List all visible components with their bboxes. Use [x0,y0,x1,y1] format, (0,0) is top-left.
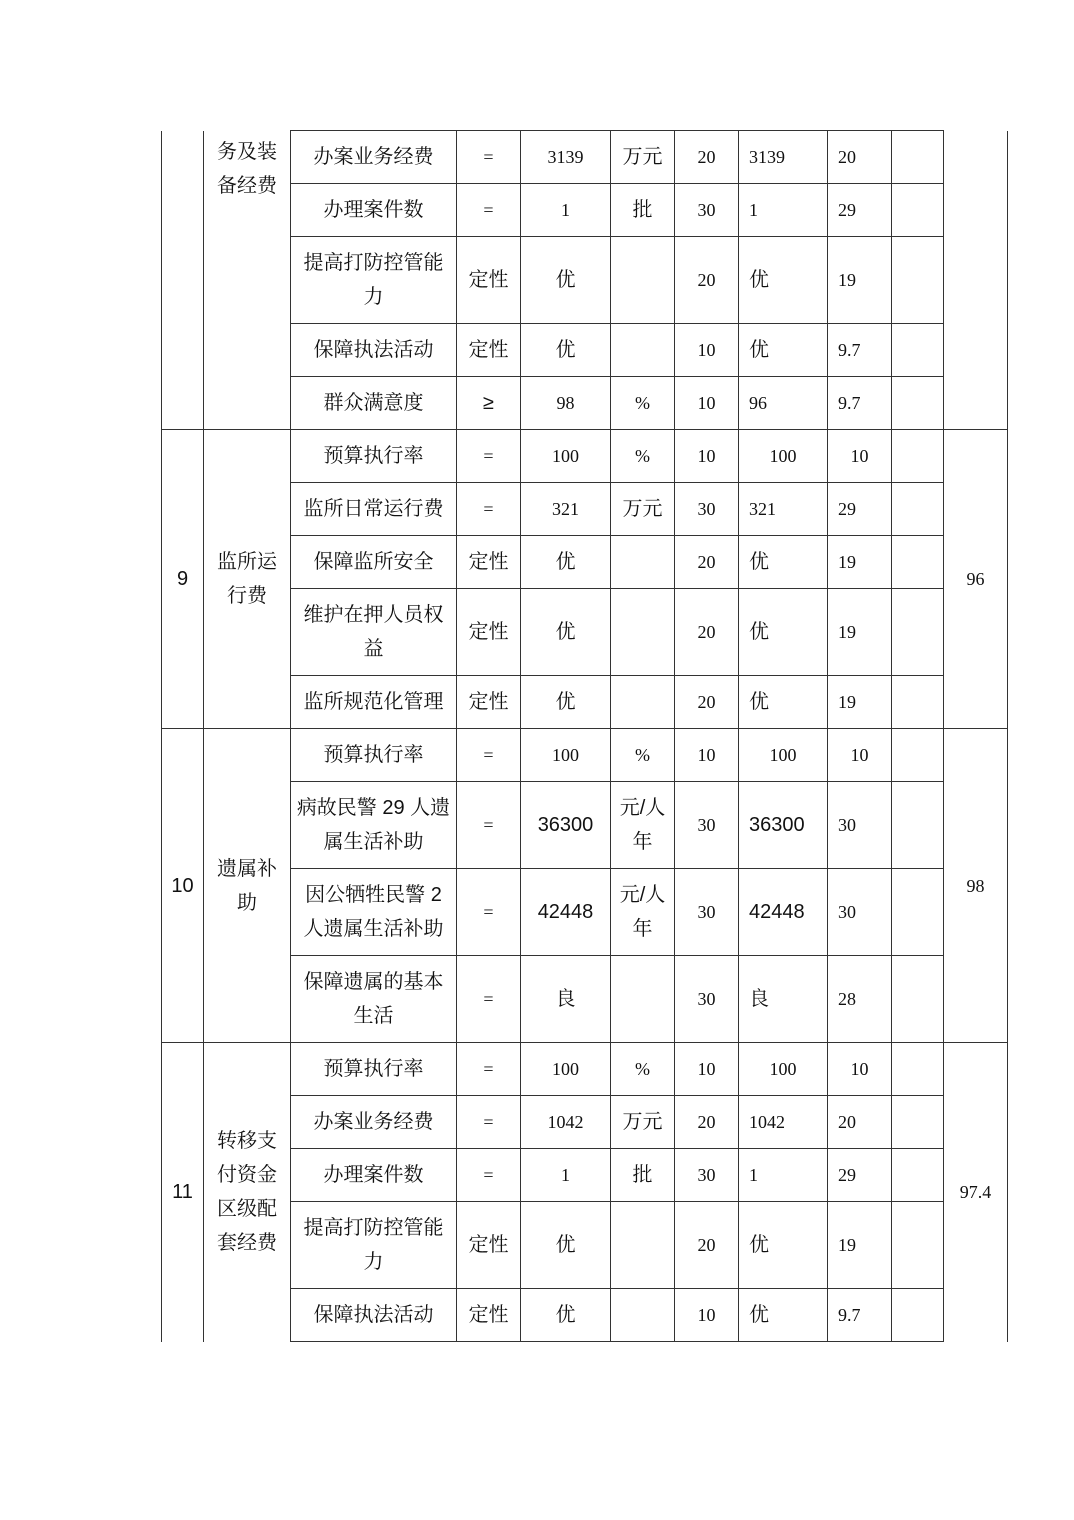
score-cell: 9.7 [828,1289,892,1342]
indicator-cell: 群众满意度 [291,377,457,430]
unit-cell [611,1289,675,1342]
total-score-cell [944,131,1008,430]
project-name-cell: 监所运行费 [204,430,291,729]
actual-cell: 1042 [739,1096,828,1149]
weight-cell: 30 [675,483,739,536]
target-cell: 优 [521,237,611,324]
actual-cell: 100 [739,1043,828,1096]
unit-cell: 元/人年 [611,782,675,869]
target-cell: 优 [521,324,611,377]
target-cell: 100 [521,430,611,483]
score-cell: 29 [828,1149,892,1202]
target-cell: 优 [521,589,611,676]
row-seq-cell: 9 [162,430,204,729]
indicator-cell: 办理案件数 [291,184,457,237]
score-cell: 29 [828,483,892,536]
score-cell: 10 [828,1043,892,1096]
indicator-cell: 监所规范化管理 [291,676,457,729]
operator-cell: = [457,184,521,237]
actual-cell: 100 [739,729,828,782]
note-cell [892,676,944,729]
actual-cell: 42448 [739,869,828,956]
indicator-cell: 因公牺牲民警 2 人遗属生活补助 [291,869,457,956]
actual-cell: 3139 [739,131,828,184]
unit-cell [611,324,675,377]
score-cell: 19 [828,676,892,729]
project-name-cell: 遗属补助 [204,729,291,1043]
indicator-cell: 维护在押人员权益 [291,589,457,676]
note-cell [892,1149,944,1202]
operator-cell: = [457,483,521,536]
operator-cell: 定性 [457,324,521,377]
target-cell: 良 [521,956,611,1043]
indicator-cell: 预算执行率 [291,729,457,782]
operator-cell: 定性 [457,676,521,729]
unit-cell: 元/人年 [611,869,675,956]
actual-cell: 优 [739,1289,828,1342]
note-cell [892,1043,944,1096]
score-cell: 10 [828,729,892,782]
unit-cell [611,536,675,589]
note-cell [892,1096,944,1149]
weight-cell: 10 [675,1289,739,1342]
indicator-cell: 提高打防控管能力 [291,1202,457,1289]
unit-cell: % [611,1043,675,1096]
unit-cell [611,237,675,324]
target-cell: 321 [521,483,611,536]
unit-cell: % [611,430,675,483]
weight-cell: 10 [675,377,739,430]
indicator-cell: 保障遗属的基本生活 [291,956,457,1043]
unit-cell [611,676,675,729]
unit-cell: % [611,377,675,430]
actual-cell: 优 [739,1202,828,1289]
target-cell: 42448 [521,869,611,956]
operator-cell: = [457,131,521,184]
actual-cell: 优 [739,536,828,589]
weight-cell: 20 [675,676,739,729]
operator-cell: 定性 [457,1289,521,1342]
indicator-cell: 保障执法活动 [291,1289,457,1342]
target-cell: 优 [521,676,611,729]
weight-cell: 20 [675,589,739,676]
weight-cell: 30 [675,956,739,1043]
weight-cell: 20 [675,131,739,184]
weight-cell: 20 [675,1202,739,1289]
table-row [162,729,1008,782]
target-cell: 98 [521,377,611,430]
table-row [162,1043,1008,1096]
indicator-cell: 预算执行率 [291,1043,457,1096]
total-score-cell: 96 [944,430,1008,729]
unit-cell [611,1202,675,1289]
operator-cell: = [457,1043,521,1096]
target-cell: 优 [521,1289,611,1342]
target-cell: 优 [521,536,611,589]
project-name-cell: 务及装备经费 [204,131,291,430]
score-cell: 19 [828,589,892,676]
unit-cell: 批 [611,1149,675,1202]
target-cell: 1042 [521,1096,611,1149]
score-cell: 20 [828,131,892,184]
score-cell: 29 [828,184,892,237]
weight-cell: 20 [675,1096,739,1149]
table-row [162,430,1008,483]
weight-cell: 10 [675,430,739,483]
operator-cell: = [457,956,521,1043]
actual-cell: 96 [739,377,828,430]
score-cell: 9.7 [828,324,892,377]
indicator-cell: 预算执行率 [291,430,457,483]
operator-cell: = [457,869,521,956]
actual-cell: 36300 [739,782,828,869]
target-cell: 100 [521,729,611,782]
weight-cell: 30 [675,782,739,869]
unit-cell: 万元 [611,483,675,536]
target-cell: 优 [521,1202,611,1289]
operator-cell: = [457,1096,521,1149]
note-cell [892,237,944,324]
actual-cell: 优 [739,676,828,729]
unit-cell: 万元 [611,1096,675,1149]
row-seq-cell: 10 [162,729,204,1043]
note-cell [892,377,944,430]
weight-cell: 10 [675,1043,739,1096]
note-cell [892,1289,944,1342]
row-seq-cell [162,131,204,430]
total-score-cell: 98 [944,729,1008,1043]
score-cell: 30 [828,782,892,869]
project-name-cell: 转移支付资金区级配套经费 [204,1043,291,1342]
indicator-cell: 保障监所安全 [291,536,457,589]
actual-cell: 良 [739,956,828,1043]
note-cell [892,324,944,377]
weight-cell: 30 [675,184,739,237]
score-cell: 19 [828,1202,892,1289]
note-cell [892,131,944,184]
target-cell: 1 [521,184,611,237]
note-cell [892,869,944,956]
score-cell: 10 [828,430,892,483]
unit-cell: 批 [611,184,675,237]
target-cell: 3139 [521,131,611,184]
note-cell [892,1202,944,1289]
weight-cell: 10 [675,729,739,782]
operator-cell: 定性 [457,237,521,324]
note-cell [892,589,944,676]
indicator-cell: 保障执法活动 [291,324,457,377]
note-cell [892,184,944,237]
operator-cell: ≥ [457,377,521,430]
row-seq-cell: 11 [162,1043,204,1342]
score-cell: 19 [828,237,892,324]
note-cell [892,483,944,536]
operator-cell: 定性 [457,1202,521,1289]
unit-cell [611,956,675,1043]
actual-cell: 优 [739,324,828,377]
note-cell [892,782,944,869]
weight-cell: 20 [675,237,739,324]
actual-cell: 321 [739,483,828,536]
score-cell: 28 [828,956,892,1043]
target-cell: 36300 [521,782,611,869]
actual-cell: 1 [739,1149,828,1202]
total-score-cell: 97.4 [944,1043,1008,1342]
indicator-cell: 提高打防控管能力 [291,237,457,324]
indicator-cell: 监所日常运行费 [291,483,457,536]
score-cell: 9.7 [828,377,892,430]
weight-cell: 20 [675,536,739,589]
operator-cell: = [457,1149,521,1202]
actual-cell: 1 [739,184,828,237]
note-cell [892,729,944,782]
score-cell: 20 [828,1096,892,1149]
operator-cell: = [457,782,521,869]
actual-cell: 优 [739,589,828,676]
operator-cell: 定性 [457,589,521,676]
note-cell [892,430,944,483]
indicator-cell: 病故民警 29 人遗属生活补助 [291,782,457,869]
indicator-cell: 办理案件数 [291,1149,457,1202]
score-cell: 19 [828,536,892,589]
performance-table [161,130,1008,1342]
target-cell: 1 [521,1149,611,1202]
indicator-cell: 办案业务经费 [291,131,457,184]
note-cell [892,536,944,589]
operator-cell: = [457,729,521,782]
weight-cell: 10 [675,324,739,377]
score-cell: 30 [828,869,892,956]
actual-cell: 优 [739,237,828,324]
indicator-cell: 办案业务经费 [291,1096,457,1149]
operator-cell: 定性 [457,536,521,589]
weight-cell: 30 [675,1149,739,1202]
unit-cell: % [611,729,675,782]
unit-cell: 万元 [611,131,675,184]
unit-cell [611,589,675,676]
operator-cell: = [457,430,521,483]
target-cell: 100 [521,1043,611,1096]
actual-cell: 100 [739,430,828,483]
note-cell [892,956,944,1043]
weight-cell: 30 [675,869,739,956]
table-row [162,131,1008,184]
